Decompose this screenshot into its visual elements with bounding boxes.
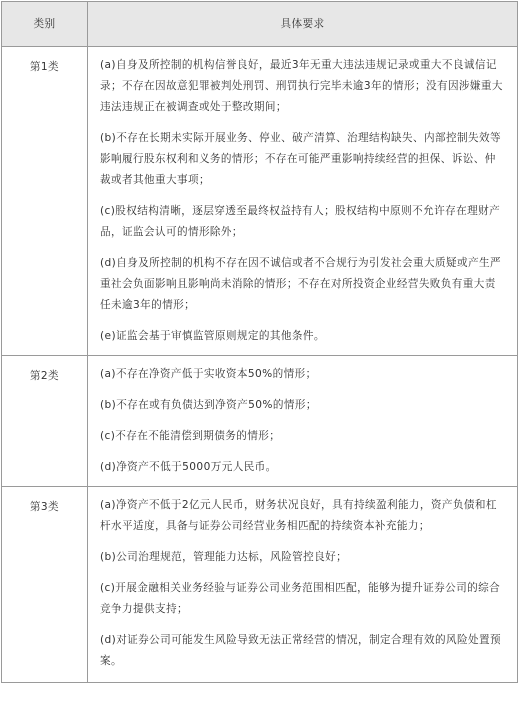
header-requirements: 具体要求 — [88, 2, 518, 47]
requirement-item: (c)股权结构清晰，逐层穿透至最终权益持有人；股权结构中原则不允许存在理财产品，证监会认可的情形除外； — [100, 205, 501, 238]
requirement-item: (b)不存在或有负债达到净资产50%的情形； — [100, 399, 317, 411]
header-category: 类别 — [2, 2, 88, 47]
requirements-cell — [88, 487, 518, 683]
requirement-item: (a)净资产不低于2亿元人民币，财务状况良好，具有持续盈利能力，资产负债和杠杆水平适度，具备与证券公司经营业务相匹配的持续资本补充能力； — [100, 499, 497, 532]
requirement-item: (d)对证券公司可能发生风险导致无法正常经营的情况，制定合理有效的风险处置预案。 — [100, 634, 501, 667]
requirements-table — [1, 1, 518, 683]
requirement-item: (c)开展金融相关业务经验与证券公司业务范围相匹配，能够为提升证券公司的综合竞争力提供支持； — [100, 582, 501, 615]
table-row-category-2 — [2, 356, 518, 487]
requirement-item: (b)公司治理规范，管理能力达标，风险管控良好； — [100, 551, 348, 563]
category-cell: 第3类 — [2, 487, 88, 683]
requirement-item: (a)自身及所控制的机构信誉良好，最近3年无重大违法违规记录或重大不良诚信记录；不存在因故意犯罪被判处刑罚、刑罚执行完毕未逾3年的情形；没有因涉嫌重大违法违规正在被调查或处于整改期间； — [100, 59, 503, 113]
table-header-row — [2, 2, 518, 47]
requirement-item: (a)不存在净资产低于实收资本50%的情形； — [100, 368, 317, 380]
table-row-category-3 — [2, 487, 518, 683]
requirements-cell — [88, 356, 518, 487]
category-cell: 第2类 — [2, 356, 88, 487]
requirements-cell — [88, 47, 518, 356]
table-row-category-1 — [2, 47, 518, 356]
requirement-item: (c)不存在不能清偿到期债务的情形； — [100, 430, 281, 442]
requirement-item: (b)不存在长期未实际开展业务、停业、破产清算、治理结构缺失、内部控制失效等影响履行股东权利和义务的情形；不存在可能严重影响持续经营的担保、诉讼、仲裁或者其他重大事项； — [100, 132, 501, 186]
requirement-item: (d)净资产不低于5000万元人民币。 — [100, 461, 277, 473]
requirement-item: (e)证监会基于审慎监管原则规定的其他条件。 — [100, 330, 325, 342]
requirement-item: (d)自身及所控制的机构不存在因不诚信或者不合规行为引发社会重大质疑或产生严重社会负面影响且影响尚未消除的情形；不存在对所投资企业经营失败负有重大责任未逾3年的情形； — [100, 257, 501, 311]
category-cell: 第1类 — [2, 47, 88, 356]
